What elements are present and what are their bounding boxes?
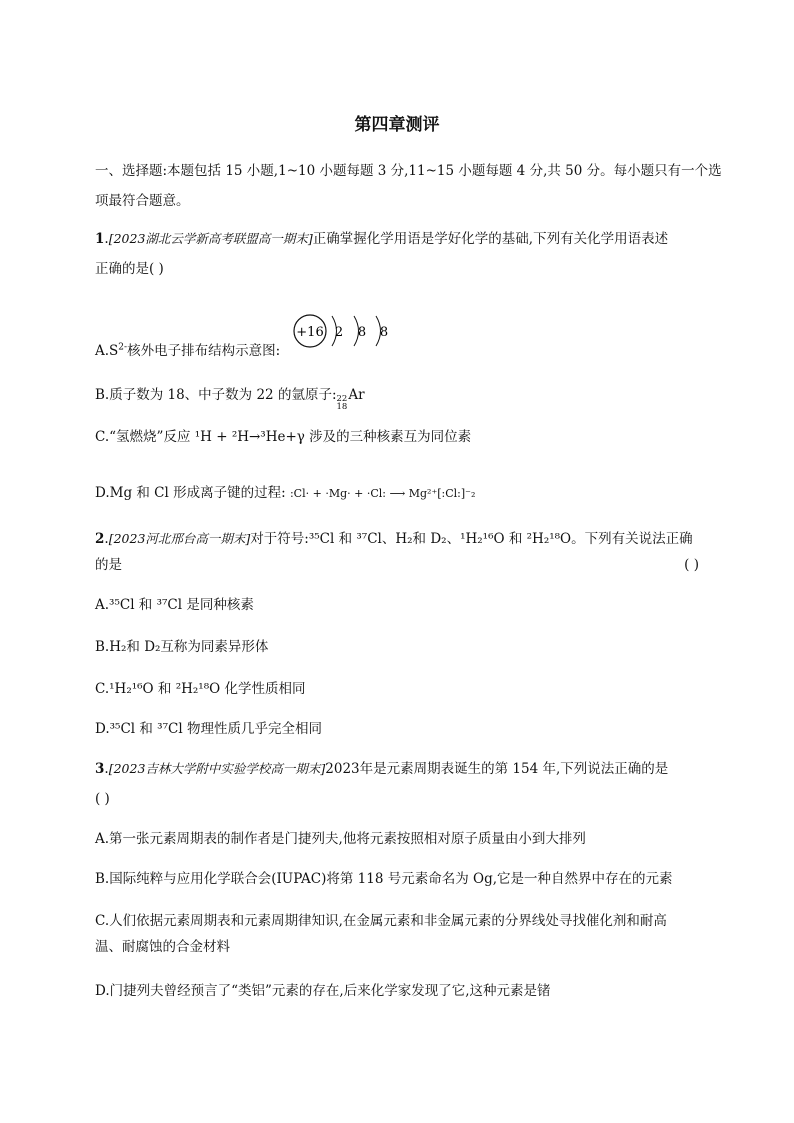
q1-option-d[interactable]	[95, 482, 704, 505]
q2-answer-paren: ( )	[684, 557, 699, 573]
q1-stem-line1: 1.[2023湖北云学新高考联盟高一期末]正确掌握化学用语是学好化学的基础,下列有关化学用语表述	[95, 231, 669, 247]
q1-option-c-text2: 涉及的三种核素互为同位素	[304, 429, 472, 445]
q1-option-c-text1: C.“氢燃烧”反应	[95, 429, 195, 445]
q1-number: 1	[95, 231, 105, 247]
shell-electrons-1: 2	[334, 325, 344, 340]
nucleus-charge: +16	[296, 325, 324, 340]
argon-symbol: Ar	[348, 387, 365, 403]
page-title: 第四章测评	[354, 115, 440, 135]
q1-option-a-text: 核外电子排布结构示意图:	[127, 343, 281, 359]
q1-stem-text: 正确掌握化学用语是学好化学的基础,下列有关化学用语表述	[312, 231, 669, 247]
q1-option-d-text: D.Mg 和 Cl 形成离子键的过程:	[95, 485, 286, 501]
section-instructions-line2: 项最符合题意。	[95, 193, 190, 209]
q3-source: [2023吉林大学附中实验学校高一期末]	[108, 761, 326, 776]
q2-option-d[interactable]: D.³⁵Cl 和 ³⁷Cl 物理性质几乎完全相同	[95, 721, 322, 737]
ionic-bond-formation-diagram: :Cl· + ·Mg· + ·Cl: ⟶ Mg²⁺[:Cl:]⁻₂	[289, 487, 476, 500]
q1-option-a-charge: 2-	[118, 342, 128, 353]
q2-option-a[interactable]: A.³⁵Cl 和 ³⁷Cl 是同种核素	[95, 597, 254, 613]
q1-option-a[interactable]	[95, 340, 704, 362]
q3-option-b[interactable]: B.国际纯粹与应用化学联合会(IUPAC)将第 118 号元素命名为 Og,它是一种自然界中存在的元素	[95, 871, 673, 887]
q2-source: [2023河北邢台高一期末]	[108, 531, 251, 546]
q1-option-c[interactable]	[95, 426, 704, 448]
q3-option-a[interactable]: A.第一张元素周期表的制作者是门捷列夫,他将元素按照相对原子质量由小到大排列	[95, 831, 586, 847]
q3-option-c-line1[interactable]: C.人们依据元素周期表和元素周期律知识,在金属元素和非金属元素的分界线处寻找催化剂和耐高	[95, 913, 667, 929]
q2-option-b[interactable]: B.H₂和 D₂互称为同素异形体	[95, 639, 269, 655]
q3-option-c-line2[interactable]: 温、耐腐蚀的合金材料	[95, 939, 230, 955]
q2-stem-text: 对于符号:³⁵Cl 和 ³⁷Cl、H₂和 D₂、¹H₂¹⁶O 和 ²H₂¹⁸O。下列有关说法正确	[250, 531, 693, 547]
q3-stem-text: 2023年是元素周期表诞生的第 154 年,下列说法正确的是	[325, 761, 669, 777]
q1-option-a-label: A.S	[95, 343, 119, 359]
q3-option-d[interactable]: D.门捷列夫曾经预言了“类铝”元素的存在,后来化学家发现了它,这种元素是锗	[95, 983, 551, 999]
shell-electrons-3: 8	[379, 325, 389, 340]
q1-option-b-text: B.质子数为 18、中子数为 22 的氩原子:	[95, 387, 337, 403]
q2-stem-line2: 的是	[95, 557, 122, 573]
q2-option-c[interactable]: C.¹H₂¹⁶O 和 ²H₂¹⁸O 化学性质相同	[95, 681, 306, 697]
q1-option-b[interactable]	[95, 384, 704, 411]
q1-source: [2023湖北云学新高考联盟高一期末]	[108, 231, 313, 246]
shell-electrons-2: 8	[357, 325, 367, 340]
section-instructions-line1: 一、选择题:本题包括 15 小题,1~10 小题每题 3 分,11~15 小题每题 4 分,共 50 分。每小题只有一个选	[95, 163, 722, 179]
q3-number: 3	[95, 761, 105, 777]
atomic-structure-diagram	[285, 310, 395, 352]
argon-isotope-notation: 22 18	[336, 394, 348, 412]
q1-stem-line2: 正确的是( )	[95, 261, 164, 277]
q3-stem-line1: 3.[2023吉林大学附中实验学校高一期末]2023年是元素周期表诞生的第 154 年,下列说法正确的是	[95, 761, 669, 777]
q2-stem-line1: 2.[2023河北邢台高一期末]对于符号:³⁵Cl 和 ³⁷Cl、H₂和 D₂、¹H₂¹⁶O 和 ²H₂¹⁸O。下列有关说法正确	[95, 531, 693, 547]
q2-number: 2	[95, 531, 105, 547]
q3-stem-line2: ( )	[95, 791, 110, 807]
q1-option-c-equation: ¹H + ²H→³He+γ	[194, 429, 305, 445]
